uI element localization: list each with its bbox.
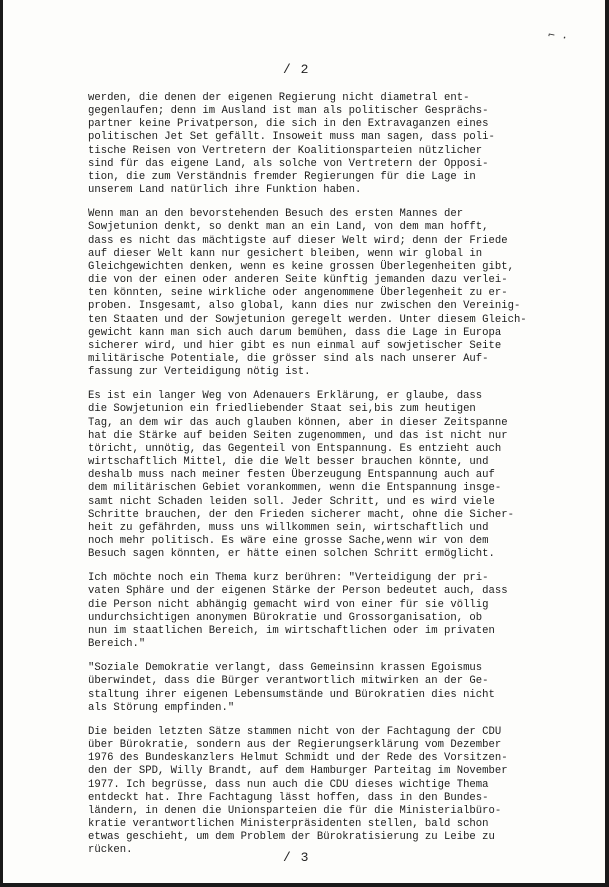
scan-border-right xyxy=(605,0,609,887)
paragraph: Die beiden letzten Sätze stammen nicht von der Fachtagung der CDU über Bürokratie, sondern aus der Regierungserklärung vom Dezember 1976 des Bundeskanzlers Helmut Schmidt und der Rede des Vorsitzen- den der SPD, Willy Brandt, auf dem Hamburger Parteitag im November 1977. Ich begrüsse, dass nun auch die CDU dieses wichtige Thema entdeckt hat. Ihre Fachtagung lässt hoffen, dass in den Bundes- ländern, in denen die Unionsparteien die für die Ministerialbüro- kratie verantwortlichen Ministerpräsidenten stellen, bald schon etwas geschieht, um dem Problem der Bürokratisierung zu Leibe zu rücken. xyxy=(88,725,508,857)
paragraph: Wenn man an den bevorstehenden Besuch des ersten Mannes der Sowjetunion denkt, so denkt man an ein Land, von dem man hofft, dass es nicht das mächtigste auf dieser Welt wird; denn der Friede auf dieser Welt kann nur gesichert bleiben, wenn wir global in Gleichgewichten denken, wenn es keine grossen Überlegenheiten gibt, die von der einen oder anderen Seite künftig jemanden dazu verlei- ten könnten, seine wirkliche oder angenommene Überlegenheit zu er- proben. Insgesamt, also global, kann dies nur zwischen den Vereinig- ten Staaten und der Sowjetunion geregelt werden. Unter diesem Gleich- gewicht kann man sich auch darum bemühen, dass die Lage in Europa sicherer wird, und hier gibt es nun einmal auf sowjetischer Seite militärische Potentiale, die grösser sind als nach unserer Auf- fassung zur Verteidigung nötig ist. xyxy=(88,208,527,379)
page-marker-top: / 2 xyxy=(283,62,310,77)
corner-scan-marks: ⌐ · xyxy=(546,28,570,45)
paragraph: Es ist ein langer Weg von Adenauers Erklärung, er glaube, dass die Sowjetunion ein friedliebender Staat sei,bis zum heutigen Tag, an dem wir das auch glauben können, aber in dieser Zeitspanne hat die Stärke auf beiden Seiten zugenommen, und das ist nicht nur töricht, unnötig, das Gegenteil von Entspannung. Es entzieht auch wirtschaftlich Mittel, die die Welt besser brauchen könnte, und deshalb muss nach meiner festen Überzeugung Entspannung auch auf dem militärischen Gebiet vorankommen, wenn die Entspannung insge- samt nicht Schaden leiden soll. Jeder Schritt, und es wird viele Schritte brauchen, der den Frieden sicherer macht, ohne die Sicher- heit zu gefährden, muss uns willkommen sein, wirtschaftlich und noch mehr politisch. Es wäre eine grosse Sache,wenn wir von dem Besuch sagen könnten, er hätte einen solchen Schritt ermöglicht. xyxy=(88,390,514,561)
scan-border-left xyxy=(0,0,3,887)
paragraph: werden, die denen der eigenen Regierung nicht diametral ent- gegenlaufen; denn im Ausland ist man als politischer Gesprächs- partner keine Privatperson, die sich in den Extravaganzen eines politischen Jet Set gefällt. Insoweit muss man sagen, dass poli- tische Reisen von Vertretern der Koalitionsparteien nützlicher sind für das eigene Land, als solche von Vertretern der Opposi- tion, die zum Verständnis fremder Regierungen für die Lage in unserem Land natürlich ihre Funktion haben. xyxy=(88,92,495,197)
document-body xyxy=(88,92,566,867)
scan-border-bottom xyxy=(0,883,609,887)
paragraph: "Soziale Demokratie verlangt, dass Gemeinsinn krassen Egoismus überwindet, dass die Bürger verantwortlich mitwirken an der Ge- staltung ihrer eigenen Lebensumstände und Bürokratien dies nicht als Störung empfinden." xyxy=(88,662,495,714)
page-marker-bottom: / 3 xyxy=(283,850,310,865)
paragraph: Ich möchte noch ein Thema kurz berühren: "Verteidigung der pri- vaten Sphäre und der eigenen Stärke der Person bedeutet auch, dass die Person nicht abhängig gemacht wird von einer für sie völlig undurchsichtigen anonymen Bürokratie und Grossorganisation, ob nun im staatlichen Bereich, im wirtschaftlichen oder im privaten Bereich." xyxy=(88,572,508,651)
